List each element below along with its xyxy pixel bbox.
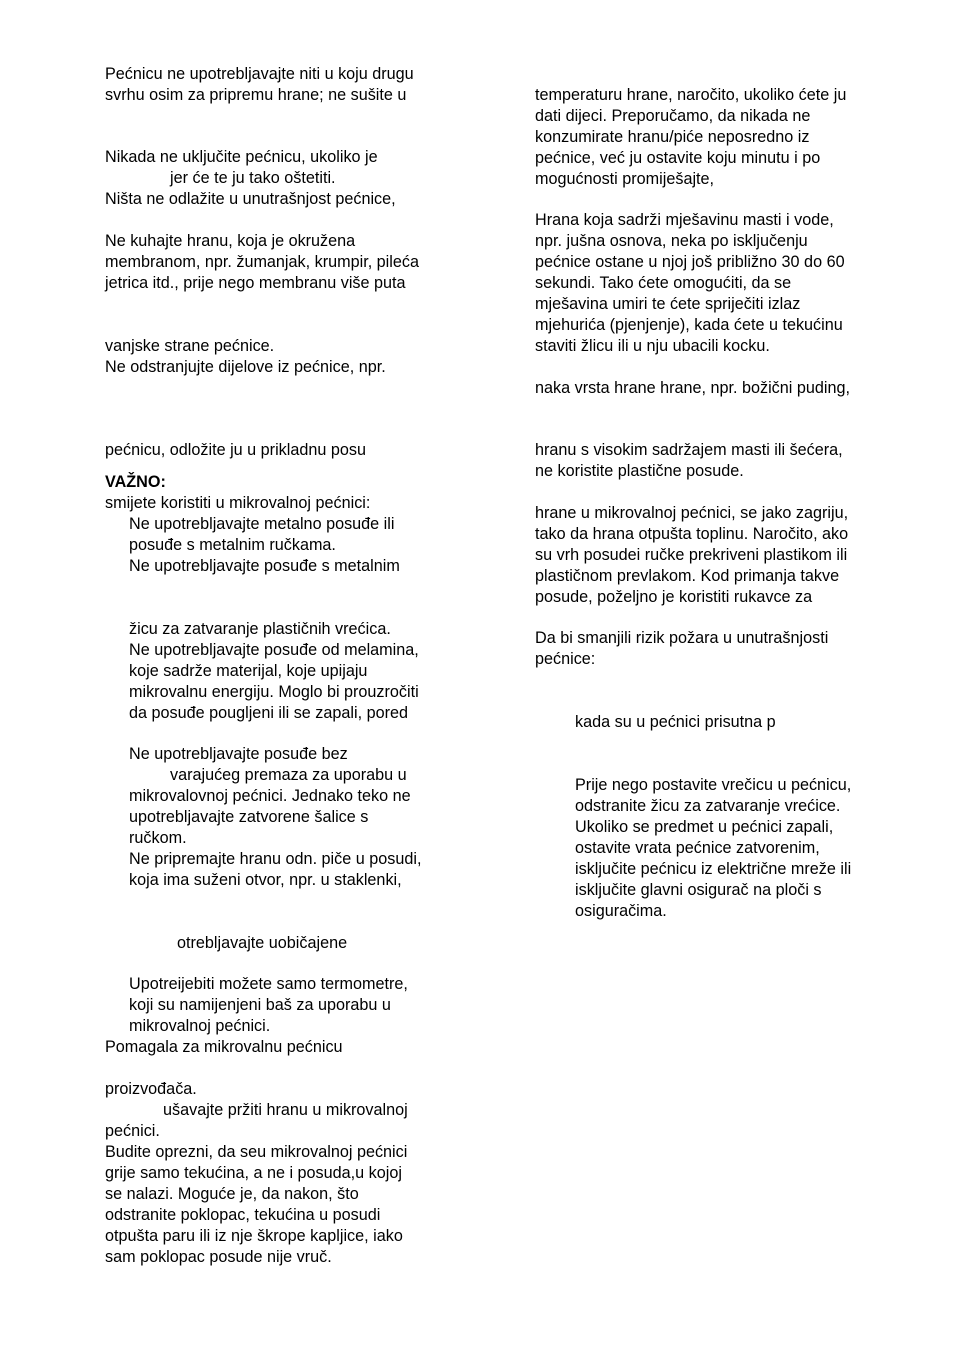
text-line: osiguračima. [575,902,667,920]
text-line: isključite glavni osigurač na ploči s [575,881,822,899]
text-line: koja ima suženi otvor, npr. u staklenki, [129,871,402,889]
text-line: koje sadrže materijal, koje upijaju [129,662,368,680]
text-line: koji su namijenjeni baš za uporabu u [129,996,391,1014]
text-line: Upotreijebiti možete samo termometre, [129,975,408,993]
text-line: ušavajte pržiti hranu u mikrovalnoj [163,1101,408,1119]
important-heading: VAŽNO: [105,473,166,491]
text-line: grije samo tekućina, a ne i posuda,u kojoj [105,1164,402,1182]
text-line: isključite pećnicu iz električne mreže ili [575,860,852,878]
text-line: Budite oprezni, da seu mikrovalnoj pećnici [105,1143,408,1161]
text-line: jetrica itd., prije nego membranu više puta [105,274,406,292]
text-line: sekundi. Tako ćete omogućiti, da se [535,274,792,292]
text-line: Prije nego postavite vrečicu u pećnicu, [575,776,852,794]
text-line: mikrovalovnoj pećnici. Jednako teko ne [129,787,411,805]
text-line: naka vrsta hrane hrane, npr. božični puding, [535,379,850,397]
text-line: Ukoliko se predmet u pećnici zapali, [575,818,834,836]
text-line: hranu s visokim sadržajem masti ili šećera, [535,441,843,459]
text-line: staviti žlicu ili u nju ubacili kocku. [535,337,770,355]
text-line: jer će te ju tako oštetiti. [170,169,336,187]
text-line: plastičnom prevlakom. Kod primanja takve [535,567,840,585]
text-line: npr. jušna osnova, neka po isključenju [535,232,808,250]
text-line: Ne upotrebljavajte metalno posuđe ili [129,515,395,533]
text-line: tako da hrana otpušta toplinu. Naročito, ako [535,525,849,543]
text-line: ostavite vrata pećnice zatvorenim, [575,839,820,857]
text-line: Da bi smanjili rizik požara u unutrašnjosti [535,629,829,647]
text-line: pećnici. [105,1122,160,1140]
text-line: hrane u mikrovalnoj pećnici, se jako zagriju, [535,504,849,522]
text-line: ne koristite plastične posude. [535,462,744,480]
text-line: Ništa ne odlažite u unutrašnjost pećnice, [105,190,396,208]
text-line: temperaturu hrane, naročito, ukoliko ćete ju [535,86,847,104]
text-line: posude, poželjno je koristiti rukavce za [535,588,813,606]
text-line: vanjske strane pećnice. [105,337,275,355]
text-line: svrhu osim za pripremu hrane; ne sušite u [105,86,407,104]
text-line: mogućnosti promiješajte, [535,170,715,188]
text-line: Hrana koja sadrži mješavinu masti i vode, [535,211,834,229]
text-line: kada su u pećnici prisutna p [575,713,776,731]
text-line: Pomagala za mikrovalnu pećnicu [105,1038,343,1056]
text-line: konzumirate hranu/piće neposredno iz [535,128,810,146]
text-line: odstranite poklopac, tekućina u posudi [105,1206,381,1224]
text-line: Ne odstranjujte dijelove iz pećnice, npr. [105,358,386,376]
text-line: varajućeg premaza za uporabu u [170,766,407,784]
text-line: posuđe s metalnim ručkama. [129,536,336,554]
text-line: mješavina umiri te ćete spriječiti izlaz [535,295,801,313]
text-line: su vrh posudei ručke prekriveni plastikom ili [535,546,848,564]
text-line: Nikada ne uključite pećnicu, ukoliko je [105,148,378,166]
text-line: smijete koristiti u mikrovalnoj pećnici: [105,494,371,512]
text-line: pećnice: [535,650,596,668]
text-line: Ne pripremajte hranu odn. piče u posudi, [129,850,422,868]
text-line: sam poklopac posude nije vruč. [105,1248,332,1266]
text-line: Ne upotrebljavajte posuđe s metalnim [129,557,400,575]
text-line: dati dijeci. Preporučamo, da nikada ne [535,107,811,125]
text-line: pećnice, već ju ostavite koju minutu i po [535,149,821,167]
text-line: mikrovalnu energiju. Moglo bi prouzročiti [129,683,419,701]
text-line: otpušta paru ili iz nje škrope kapljice, iako [105,1227,403,1245]
text-line: pećnice ostane u njoj još približno 30 do 60 [535,253,845,271]
text-line: Ne upotrebljavajte posuđe od melamina, [129,641,419,659]
text-line: otrebljavajte uobičajene [177,934,348,952]
text-line: upotrebljavajte zatvorene šalice s [129,808,369,826]
text-line: da posuđe pougljeni ili se zapali, pored [129,704,408,722]
text-line: Pećnicu ne upotrebljavajte niti u koju drugu [105,65,414,83]
text-line: membranom, npr. žumanjak, krumpir, pileća [105,253,419,271]
text-line: Ne kuhajte hranu, koja je okružena [105,232,356,250]
text-line: odstranite žicu za zatvaranje vrećice. [575,797,841,815]
text-line: se nalazi. Moguće je, da nakon, što [105,1185,359,1203]
text-line: mikrovalnoj pećnici. [129,1017,271,1035]
text-line: Ne upotrebljavajte posuđe bez [129,745,348,763]
text-line: pećnicu, odložite ju u prikladnu posu [105,441,366,459]
text-line: mjehurića (pjenjenje), kada ćete u tekućinu [535,316,843,334]
text-line: proizvođača. [105,1080,197,1098]
text-line: ručkom. [129,829,187,847]
text-line: žicu za zatvaranje plastičnih vrećica. [129,620,391,638]
